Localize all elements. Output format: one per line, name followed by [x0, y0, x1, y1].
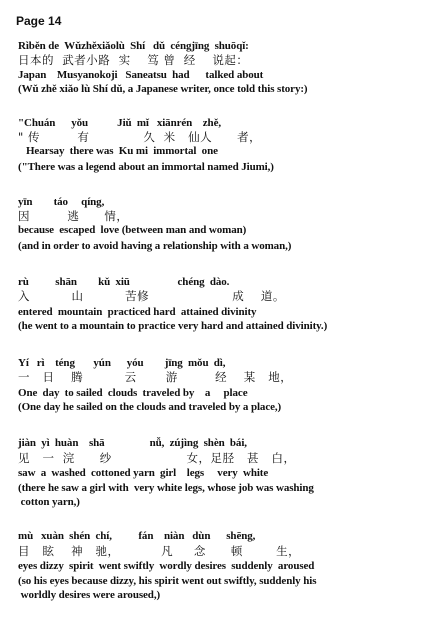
pinyin-line: rù shān kǔ xiū chéng dào. [18, 276, 230, 288]
hanzi-line: 一 日 腾 云 游 经 某 地， [18, 370, 293, 384]
translation-line: (One day he sailed on the clouds and traveled by a place,) [18, 401, 282, 413]
translation-line: (there he saw a girl with very white legs, whose job was washing [18, 482, 314, 494]
pinyin-line: yīn táo qíng, [18, 196, 105, 208]
hanzi-line: 入 山 苦修 成 道。 [18, 289, 285, 303]
translation-line: ("There was a legend about an immortal named Jiumi,) [18, 161, 274, 173]
pinyin-line: mù xuàn shén chí, fán niàn dùn shēng, [18, 530, 256, 542]
pinyin-line: jiàn yì huàn shā nǚ, zújìng shèn bái, [18, 437, 247, 449]
translation-line: (and in order to avoid having a relationship with a woman,) [18, 240, 292, 252]
translation-line: (he went to a mountain to practice very hard and attained divinity.) [18, 320, 328, 332]
pinyin-line: Yí rì téng yún yóu jīng mǒu dì, [18, 357, 226, 369]
gloss-line: Hearsay there was Ku mi immortal one [18, 145, 218, 157]
hanzi-line: " 传 有 久 米 仙人 者， [18, 130, 262, 144]
translation-line: worldly desires were aroused,) [18, 589, 161, 601]
hanzi-line: 见 一 浣 纱 女，足胫 甚 白， [18, 451, 296, 465]
gloss-line: entered mountain practiced hard attained divinity [18, 306, 257, 318]
page-title: Page 14 [16, 14, 62, 28]
hanzi-line: 目 眩 神 驰， 凡 念 顿 生， [18, 544, 301, 558]
gloss-line: Japan Musyanokoji Saneatsu had talked about [18, 69, 264, 81]
gloss-line: saw a washed cottoned yarn girl legs very white [18, 467, 269, 479]
translation-line: cotton yarn,) [18, 496, 80, 508]
translation-line: (so his eyes because dizzy, his spirit went out swiftly, suddenly his [18, 575, 317, 587]
pinyin-line: "Chuán yǒu Jiǔ mǐ xiānrén zhě, [18, 117, 222, 129]
translation-line: (Wǔ zhě xiǎo lù Shí dǔ, a Japanese writer, once told this story:) [18, 83, 308, 95]
gloss-line: One day to sailed clouds traveled by a place [18, 387, 248, 399]
hanzi-line: 因 逃 情， [18, 209, 129, 223]
pinyin-line: Rìběn de Wǔzhěxiǎolù Shí dǔ céngjīng shuōqǐ: [18, 40, 249, 52]
hanzi-line: 日本的 武者小路 实 笃 曾 经 说起： [18, 53, 249, 67]
gloss-line: because escaped love (between man and woman) [18, 224, 247, 236]
gloss-line: eyes dizzy spirit went swiftly wordly desires suddenly aroused [18, 560, 315, 572]
